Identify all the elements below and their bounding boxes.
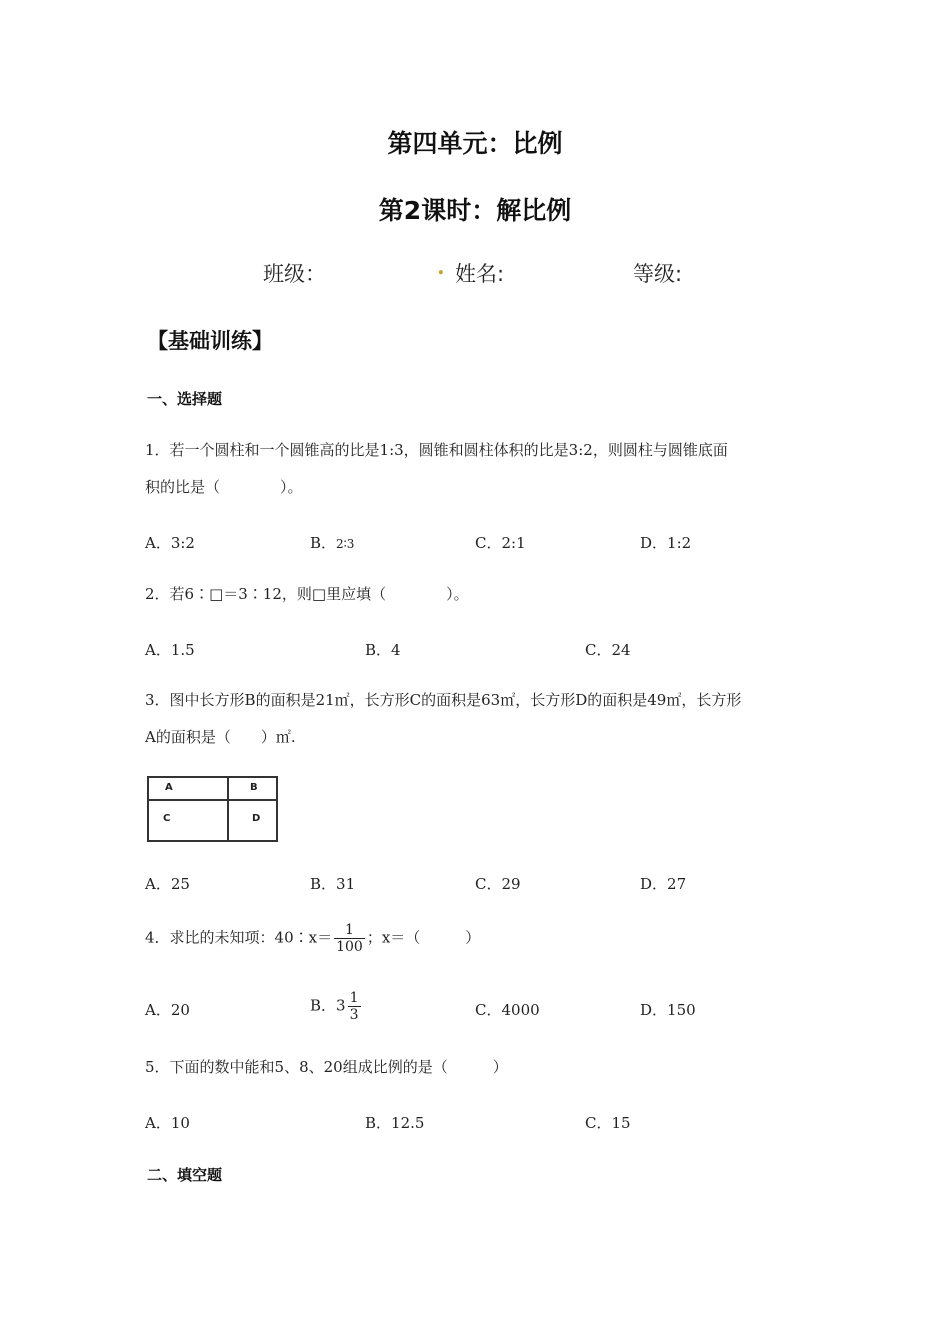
q3-option-b: B．31 xyxy=(310,875,356,893)
question-1-line-2: 积的比是（ ）。 xyxy=(145,478,303,496)
question-4-fraction-numerator: 1 xyxy=(334,922,365,939)
q1-option-a: A．3:2 xyxy=(145,534,195,552)
q4-option-a: A．20 xyxy=(145,1001,190,1019)
figure-label-a: A xyxy=(165,782,173,793)
section-basic-training: 【基础训练】 xyxy=(147,329,273,353)
q4-option-b xyxy=(310,990,363,1023)
q5-option-b: B．12.5 xyxy=(365,1114,425,1132)
lesson-title: 第2课时：解比例 xyxy=(378,196,572,225)
q4-option-b-denominator: 3 xyxy=(349,1007,359,1023)
question-4-suffix: ；x＝（ ） xyxy=(366,928,481,947)
question-3 xyxy=(145,682,810,756)
question-1-line-1: 1．若一个圆柱和一个圆锥高的比是1:3，圆锥和圆柱体积的比是3:2，则圆柱与圆锥底面 xyxy=(145,441,728,459)
q3-option-a: A．25 xyxy=(145,875,190,893)
figure-vertical-divider xyxy=(227,778,229,840)
class-label: 班级： xyxy=(263,262,326,286)
question-4-fraction xyxy=(334,922,365,955)
q4-option-b-whole: 3 xyxy=(336,996,346,1015)
q1-option-b xyxy=(310,532,354,553)
question-1 xyxy=(145,432,810,506)
q1-option-c: C．2:1 xyxy=(475,534,526,552)
question-3-line-1: 3．图中长方形B的面积是21㎡，长方形C的面积是63㎡，长方形D的面积是49㎡，长方形 xyxy=(145,691,742,709)
unit-title: 第四单元：比例 xyxy=(387,129,563,158)
q3-option-d: D．27 xyxy=(640,875,687,893)
figure-label-d: D xyxy=(252,813,261,824)
question-5: 5．下面的数中能和5、8、20组成比例的是（ ） xyxy=(145,1058,508,1076)
q5-option-c: C．15 xyxy=(585,1114,631,1132)
q2-option-c: C．24 xyxy=(585,641,631,659)
q4-option-d: D．150 xyxy=(640,1001,696,1019)
section-fill-in-blank: 二、填空题 xyxy=(147,1166,223,1184)
figure-label-c: C xyxy=(163,813,171,824)
question-4 xyxy=(145,922,480,955)
figure-horizontal-divider xyxy=(149,799,276,801)
q4-option-c: C．4000 xyxy=(475,1001,540,1019)
question-4-fraction-denominator: 100 xyxy=(336,939,363,955)
q1-option-b-letter: B． xyxy=(310,534,337,552)
q4-option-b-letter: B． xyxy=(310,996,337,1015)
grade-label: 等级: xyxy=(633,262,683,286)
name-label: 姓名: xyxy=(455,262,505,286)
question-3-line-2: A的面积是（ ）㎡. xyxy=(145,728,296,746)
section-multiple-choice: 一、选择题 xyxy=(147,390,223,408)
question-2: 2．若6∶□＝3∶12，则□里应填（ ）。 xyxy=(145,585,469,603)
q2-option-b: B．4 xyxy=(365,641,401,659)
question-4-prefix: 4．求比的未知项：40∶x＝ xyxy=(145,928,333,947)
q1-option-b-value: 2∶3 xyxy=(336,537,355,551)
q1-option-d: D．1:2 xyxy=(640,534,692,552)
q5-option-a: A．10 xyxy=(145,1114,190,1132)
figure-label-b: B xyxy=(250,782,258,793)
dot-mark: . xyxy=(437,254,445,280)
q4-option-b-numerator: 1 xyxy=(349,990,359,1006)
q4-option-b-fraction xyxy=(348,990,361,1023)
q2-option-a: A．1.5 xyxy=(145,641,195,659)
q3-option-c: C．29 xyxy=(475,875,521,893)
rectangle-figure xyxy=(147,776,278,842)
